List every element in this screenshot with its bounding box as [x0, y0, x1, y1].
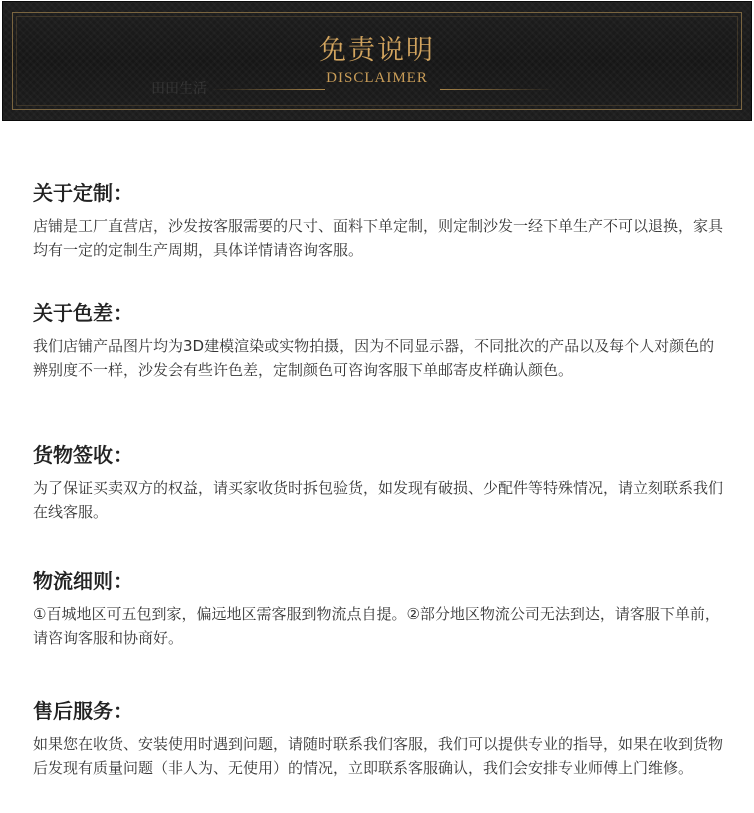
section-title: 物流细则：: [33, 569, 133, 593]
section-title: 关于定制：: [33, 181, 133, 205]
section-text: 为了保证买卖双方的权益，请买家收货时拆包验货，如发现有破损、少配件等特殊情况，请立刻联系我们在线客服。: [33, 479, 724, 521]
banner-divider-right: [440, 89, 554, 90]
disclaimer-banner: [2, 1, 752, 121]
watermark: 田田生活: [151, 81, 207, 97]
section-after-sales: [33, 696, 723, 780]
section-text: 店铺是工厂直营店，沙发按客服需要的尺寸、面料下单定制，则定制沙发一经下单生产不可以退换，家具均有一定的定制生产周期，具体详情请咨询客服。: [33, 217, 724, 259]
section-title: 货物签收：: [33, 443, 133, 467]
section-custom-order: [33, 178, 723, 262]
section-goods-receipt: [33, 440, 723, 524]
section-color-difference: [33, 298, 723, 382]
section-text: ①百城地区可五包到家，偏远地区需客服到物流点自提。②部分地区物流公司无法到达，请客服下单前，请咨询客服和协商好。: [33, 605, 720, 647]
section-title: 售后服务：: [33, 699, 133, 723]
banner-subtitle: DISCLAIMER: [326, 70, 428, 86]
banner-title: 免责说明: [319, 35, 435, 66]
banner-divider-left: [211, 89, 325, 90]
section-text: 我们店铺产品图片均为3D建模渲染或实物拍摄，因为不同显示器，不同批次的产品以及每个人对颜色的辨别度不一样，沙发会有些许色差，定制颜色可咨询客服下单邮寄皮样确认颜色。: [33, 337, 715, 379]
section-text: 如果您在收货、安装使用时遇到问题，请随时联系我们客服，我们可以提供专业的指导，如果在收到货物后发现有质量问题（非人为、无使用）的情况，立即联系客服确认，我们会安排专业师傅上门维修。: [33, 735, 724, 777]
section-title: 关于色差：: [33, 301, 133, 325]
section-logistics: [33, 566, 723, 650]
